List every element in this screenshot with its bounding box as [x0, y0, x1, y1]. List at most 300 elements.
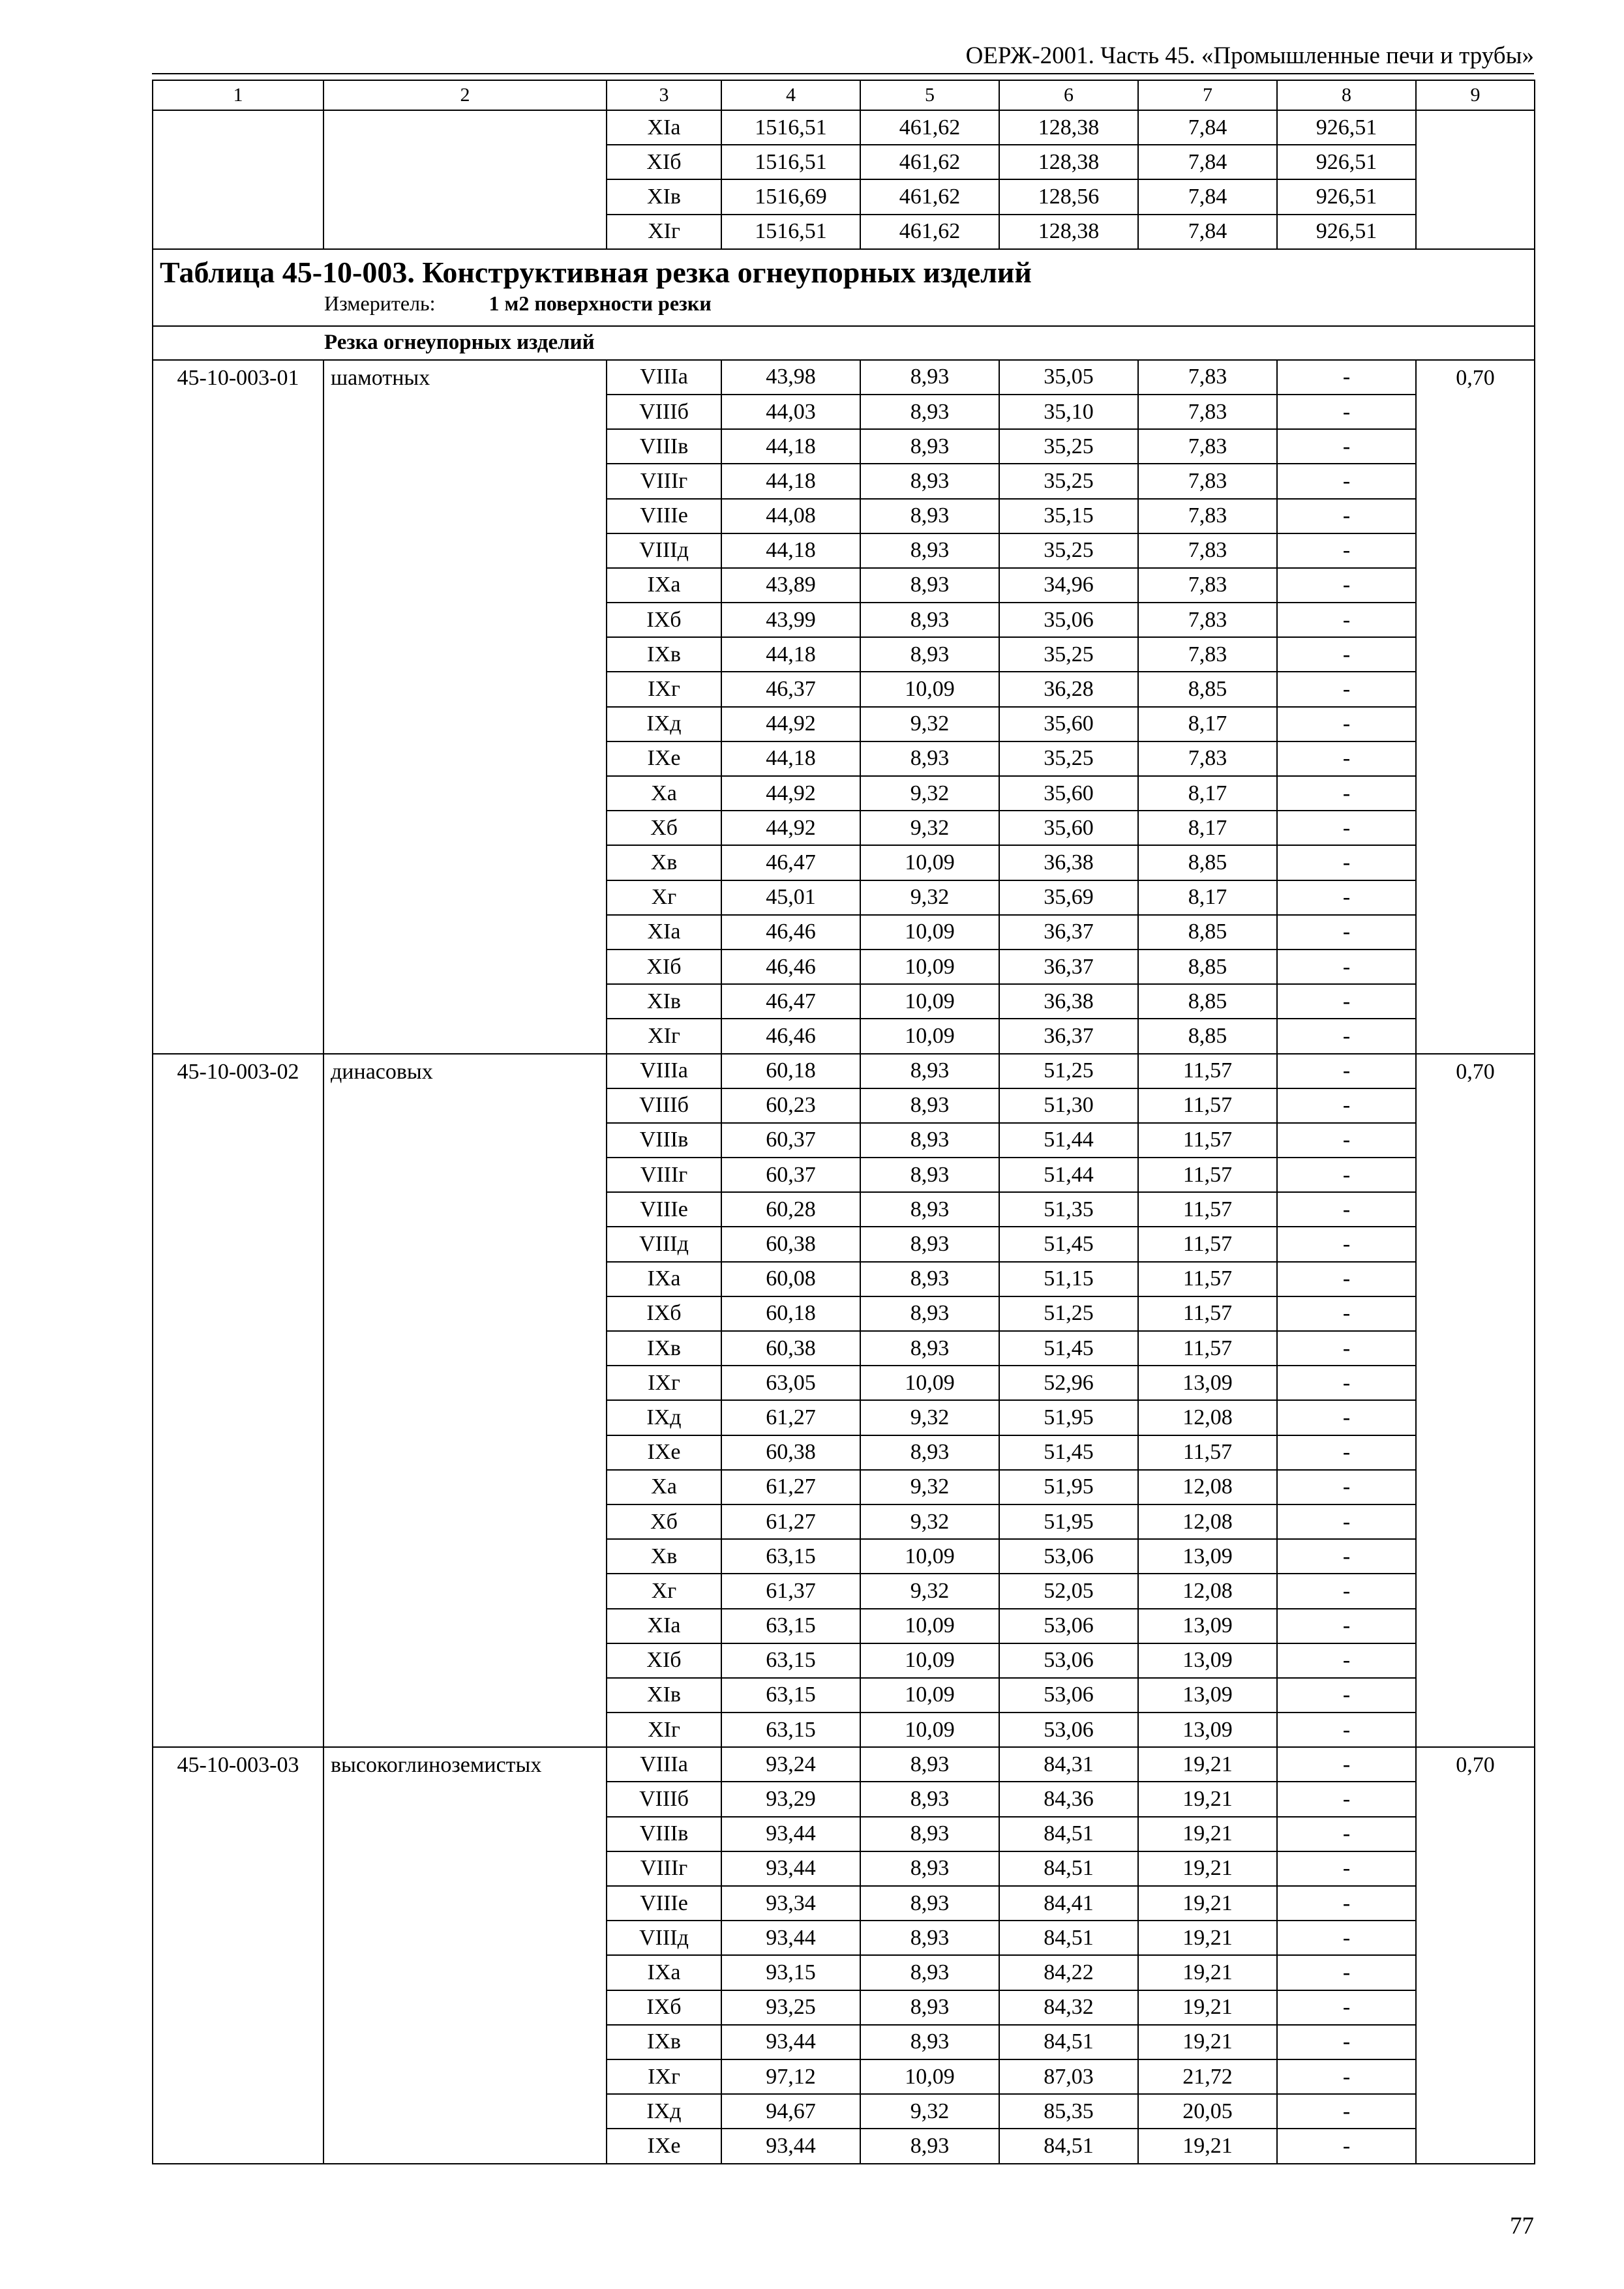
section-row [153, 326, 1535, 360]
value-cell: 8,93 [860, 464, 999, 498]
value-cell: 8,17 [1138, 811, 1277, 845]
value-cell: - [1277, 1366, 1416, 1400]
value-cell: - [1277, 1990, 1416, 2025]
column-number: 5 [860, 80, 999, 110]
value-cell: 53,06 [999, 1713, 1138, 1747]
value-cell: 8,93 [860, 1262, 999, 1296]
resource-code-cell: IXа [607, 1955, 721, 1990]
value-cell: 12,08 [1138, 1504, 1277, 1539]
value-cell: - [1277, 915, 1416, 950]
value-cell: 44,92 [721, 811, 860, 845]
value-cell: - [1277, 1504, 1416, 1539]
value-cell: - [1277, 2094, 1416, 2129]
value-cell: 63,15 [721, 1643, 860, 1678]
value-cell: 46,47 [721, 984, 860, 1019]
value-cell: 9,32 [860, 1470, 999, 1504]
value-cell: 43,99 [721, 603, 860, 637]
value-cell: - [1277, 1921, 1416, 1955]
value-cell: 7,83 [1138, 603, 1277, 637]
resource-code-cell: VIIIв [607, 429, 721, 464]
value-cell: 10,09 [860, 1539, 999, 1574]
resource-code-cell: VIIIв [607, 1817, 721, 1851]
value-cell: 13,09 [1138, 1366, 1277, 1400]
value-cell: 93,44 [721, 1851, 860, 1886]
rate-code: 45-10-003-03 [153, 1747, 323, 2163]
value-cell: 60,18 [721, 1054, 860, 1088]
value-cell: 8,93 [860, 1192, 999, 1227]
value-cell: 8,93 [860, 1955, 999, 1990]
value-cell: 13,09 [1138, 1678, 1277, 1713]
value-cell: - [1277, 1019, 1416, 1053]
value-cell: 51,35 [999, 1192, 1138, 1227]
resource-code-cell: VIIIб [607, 395, 721, 429]
value-cell: 7,83 [1138, 499, 1277, 533]
value-cell: 9,32 [860, 811, 999, 845]
value-cell: 44,18 [721, 741, 860, 776]
value-cell: 926,51 [1277, 110, 1416, 145]
value-cell: 97,12 [721, 2059, 860, 2094]
value-cell: 9,32 [860, 2094, 999, 2129]
value-cell: 1516,69 [721, 179, 860, 214]
value-cell: 8,85 [1138, 845, 1277, 880]
value-cell: 51,95 [999, 1504, 1138, 1539]
value-cell: - [1277, 1123, 1416, 1158]
value-cell: 35,69 [999, 880, 1138, 915]
value-cell: 61,27 [721, 1504, 860, 1539]
value-cell: 8,93 [860, 1921, 999, 1955]
value-cell: - [1277, 1296, 1416, 1331]
value-cell: 52,05 [999, 1574, 1138, 1608]
value-cell: 1516,51 [721, 215, 860, 249]
value-cell: 60,38 [721, 1331, 860, 1366]
value-cell: - [1277, 1470, 1416, 1504]
code-cell [153, 110, 323, 249]
value-cell: 84,51 [999, 1851, 1138, 1886]
value-cell: - [1277, 1158, 1416, 1192]
value-cell: 11,57 [1138, 1331, 1277, 1366]
value-cell: 8,17 [1138, 707, 1277, 741]
value-cell: 60,28 [721, 1192, 860, 1227]
value-cell: 7,83 [1138, 464, 1277, 498]
value-cell: 8,93 [860, 1227, 999, 1261]
value-cell: 36,28 [999, 672, 1138, 706]
rates-table [152, 80, 1535, 2164]
value-cell: 43,98 [721, 360, 860, 395]
value-cell: 926,51 [1277, 215, 1416, 249]
value-cell: 60,18 [721, 1296, 860, 1331]
value-cell: 8,17 [1138, 880, 1277, 915]
value-cell: 60,38 [721, 1227, 860, 1261]
value-cell: 8,93 [860, 429, 999, 464]
resource-code-cell: VIIIе [607, 1886, 721, 1921]
value-cell: 8,85 [1138, 672, 1277, 706]
resource-code-cell: XIг [607, 215, 721, 249]
resource-code-cell: VIIIг [607, 464, 721, 498]
resource-code-cell: Xб [607, 811, 721, 845]
value-cell: 35,25 [999, 464, 1138, 498]
value-cell: - [1277, 360, 1416, 395]
resource-code-cell: IXа [607, 1262, 721, 1296]
value-cell: 19,21 [1138, 1851, 1277, 1886]
value-cell: 61,27 [721, 1400, 860, 1435]
value-cell: 8,93 [860, 637, 999, 672]
value-cell: 11,57 [1138, 1262, 1277, 1296]
value-cell: 926,51 [1277, 179, 1416, 214]
value-cell: - [1277, 533, 1416, 568]
value-cell: 36,38 [999, 984, 1138, 1019]
value-cell: 12,08 [1138, 1470, 1277, 1504]
resource-code-cell: XIа [607, 915, 721, 950]
value-cell: 36,37 [999, 915, 1138, 950]
value-cell: - [1277, 1955, 1416, 1990]
value-cell: 11,57 [1138, 1192, 1277, 1227]
value-cell: 34,96 [999, 568, 1138, 603]
column-number: 8 [1277, 80, 1416, 110]
value-cell: 8,93 [860, 1054, 999, 1088]
resource-code-cell: XIа [607, 1609, 721, 1643]
value-cell: 51,44 [999, 1123, 1138, 1158]
value-cell: 13,09 [1138, 1539, 1277, 1574]
value-cell: - [1277, 811, 1416, 845]
value-cell: - [1277, 1262, 1416, 1296]
value-cell: 9,32 [860, 707, 999, 741]
rate-code: 45-10-003-01 [153, 360, 323, 1054]
resource-code-cell: XIг [607, 1019, 721, 1053]
value-cell: 93,34 [721, 1886, 860, 1921]
resource-code-cell: VIIIв [607, 1123, 721, 1158]
value-cell: 36,37 [999, 950, 1138, 984]
resource-code-cell: IXд [607, 1400, 721, 1435]
resource-code-cell: IXб [607, 1296, 721, 1331]
value-cell: 8,85 [1138, 915, 1277, 950]
value-cell: - [1277, 1609, 1416, 1643]
resource-code-cell: IXг [607, 672, 721, 706]
value-cell: 36,38 [999, 845, 1138, 880]
value-cell: 19,21 [1138, 1990, 1277, 2025]
resource-code-cell: IXб [607, 603, 721, 637]
value-cell: 44,18 [721, 533, 860, 568]
value-cell: 8,17 [1138, 776, 1277, 811]
value-cell: - [1277, 1400, 1416, 1435]
section-title: Резка огнеупорных изделий [153, 326, 1535, 360]
value-cell: 7,83 [1138, 568, 1277, 603]
column-number: 1 [153, 80, 323, 110]
value-cell: 8,93 [860, 2129, 999, 2163]
value-cell: 8,93 [860, 1782, 999, 1816]
value-cell: 11,57 [1138, 1054, 1277, 1088]
value-cell: 8,93 [860, 1435, 999, 1470]
value-cell: - [1277, 395, 1416, 429]
value-cell: 13,09 [1138, 1643, 1277, 1678]
rate-coefficient: 0,70 [1416, 1747, 1535, 2163]
table-row [153, 110, 1535, 145]
value-cell: 10,09 [860, 845, 999, 880]
value-cell: - [1277, 776, 1416, 811]
value-cell: 8,93 [860, 1158, 999, 1192]
resource-code-cell: IXд [607, 2094, 721, 2129]
value-cell: - [1277, 2025, 1416, 2059]
value-cell: 8,93 [860, 533, 999, 568]
value-cell: - [1277, 1227, 1416, 1261]
rate-name: шамотных [323, 360, 607, 1054]
resource-code-cell: XIв [607, 984, 721, 1019]
value-cell: 10,09 [860, 672, 999, 706]
value-cell: 8,93 [860, 1296, 999, 1331]
value-cell: 35,15 [999, 499, 1138, 533]
table-title: Таблица 45-10-003. Конструктивная резка огнеупорных изделий [160, 255, 1032, 289]
value-cell: 128,38 [999, 110, 1138, 145]
value-cell: 35,60 [999, 776, 1138, 811]
value-cell: 1516,51 [721, 145, 860, 179]
value-cell: - [1277, 1088, 1416, 1123]
column-number: 4 [721, 80, 860, 110]
value-cell: - [1277, 1539, 1416, 1574]
value-cell: - [1277, 984, 1416, 1019]
value-cell: 61,27 [721, 1470, 860, 1504]
value-cell: 7,83 [1138, 395, 1277, 429]
value-cell: 63,15 [721, 1678, 860, 1713]
value-cell: - [1277, 568, 1416, 603]
resource-code-cell: VIIIе [607, 499, 721, 533]
value-cell: 8,93 [860, 1123, 999, 1158]
value-cell: 8,93 [860, 2025, 999, 2059]
value-cell: 19,21 [1138, 1886, 1277, 1921]
meter-line [153, 288, 1534, 314]
value-cell: - [1277, 1747, 1416, 1782]
value-cell: 46,47 [721, 845, 860, 880]
value-cell: 51,95 [999, 1470, 1138, 1504]
value-cell: 43,89 [721, 568, 860, 603]
value-cell: - [1277, 1192, 1416, 1227]
value-cell: 35,60 [999, 811, 1138, 845]
value-cell: 9,32 [860, 1504, 999, 1539]
resource-code-cell: Xв [607, 1539, 721, 1574]
value-cell: 51,45 [999, 1435, 1138, 1470]
value-cell: 44,92 [721, 776, 860, 811]
value-cell: 84,22 [999, 1955, 1138, 1990]
resource-code-cell: VIIIа [607, 1747, 721, 1782]
value-cell: - [1277, 1713, 1416, 1747]
value-cell: 44,92 [721, 707, 860, 741]
resource-code-cell: XIб [607, 950, 721, 984]
value-cell: 51,25 [999, 1054, 1138, 1088]
value-cell: 8,93 [860, 1886, 999, 1921]
value-cell: 60,37 [721, 1158, 860, 1192]
value-cell: 8,93 [860, 1331, 999, 1366]
value-cell: 8,93 [860, 499, 999, 533]
value-cell: - [1277, 637, 1416, 672]
value-cell: 60,23 [721, 1088, 860, 1123]
resource-code-cell: Xг [607, 1574, 721, 1608]
value-cell: 7,83 [1138, 429, 1277, 464]
resource-code-cell: IXа [607, 568, 721, 603]
resource-code-cell: IXе [607, 1435, 721, 1470]
value-cell: 9,32 [860, 1574, 999, 1608]
resource-code-cell: VIIIг [607, 1158, 721, 1192]
value-cell: - [1277, 464, 1416, 498]
resource-code-cell: XIв [607, 179, 721, 214]
value-cell: 19,21 [1138, 1921, 1277, 1955]
resource-code-cell: Xв [607, 845, 721, 880]
value-cell: 94,67 [721, 2094, 860, 2129]
resource-code-cell: XIв [607, 1678, 721, 1713]
value-cell: 35,25 [999, 637, 1138, 672]
column-number: 6 [999, 80, 1138, 110]
value-cell: 19,21 [1138, 1782, 1277, 1816]
value-cell: 93,24 [721, 1747, 860, 1782]
value-cell: - [1277, 1643, 1416, 1678]
value-cell: - [1277, 707, 1416, 741]
value-cell: - [1277, 880, 1416, 915]
resource-code-cell: IXд [607, 707, 721, 741]
value-cell: - [1277, 672, 1416, 706]
value-cell: - [1277, 845, 1416, 880]
value-cell: 8,85 [1138, 1019, 1277, 1053]
value-cell: 7,84 [1138, 215, 1277, 249]
resource-code-cell: VIIIа [607, 1054, 721, 1088]
coef-cell [1416, 110, 1535, 249]
name-cell [323, 110, 607, 249]
value-cell: 9,32 [860, 880, 999, 915]
value-cell: 84,31 [999, 1747, 1138, 1782]
value-cell: 11,57 [1138, 1227, 1277, 1261]
resource-code-cell: IXе [607, 741, 721, 776]
value-cell: 10,09 [860, 1609, 999, 1643]
resource-code-cell: Xб [607, 1504, 721, 1539]
value-cell: 84,51 [999, 2129, 1138, 2163]
value-cell: 926,51 [1277, 145, 1416, 179]
value-cell: - [1277, 603, 1416, 637]
value-cell: 53,06 [999, 1539, 1138, 1574]
value-cell: 13,09 [1138, 1713, 1277, 1747]
rate-code: 45-10-003-02 [153, 1054, 323, 1748]
value-cell: 93,44 [721, 2025, 860, 2059]
value-cell: 52,96 [999, 1366, 1138, 1400]
value-cell: 10,09 [860, 1019, 999, 1053]
value-cell: 10,09 [860, 1366, 999, 1400]
value-cell: 10,09 [860, 950, 999, 984]
table-row [153, 1054, 1535, 1088]
resource-code-cell: IXг [607, 1366, 721, 1400]
value-cell: 10,09 [860, 2059, 999, 2094]
column-number: 3 [607, 80, 721, 110]
table-title-cell [153, 249, 1535, 326]
value-cell: - [1277, 1817, 1416, 1851]
resource-code-cell: XIг [607, 1713, 721, 1747]
resource-code-cell: Xг [607, 880, 721, 915]
value-cell: 7,84 [1138, 179, 1277, 214]
value-cell: 8,93 [860, 1851, 999, 1886]
table-row [153, 360, 1535, 395]
value-cell: 13,09 [1138, 1609, 1277, 1643]
value-cell: 11,57 [1138, 1088, 1277, 1123]
value-cell: - [1277, 741, 1416, 776]
header-rule [152, 73, 1534, 74]
rate-coefficient: 0,70 [1416, 360, 1535, 1054]
resource-code-cell: VIIIе [607, 1192, 721, 1227]
value-cell: 8,93 [860, 395, 999, 429]
value-cell: 10,09 [860, 915, 999, 950]
value-cell: 35,25 [999, 533, 1138, 568]
value-cell: 84,51 [999, 2025, 1138, 2059]
value-cell: 51,45 [999, 1331, 1138, 1366]
value-cell: 20,05 [1138, 2094, 1277, 2129]
value-cell: - [1277, 2129, 1416, 2163]
value-cell: 7,83 [1138, 741, 1277, 776]
value-cell: 60,38 [721, 1435, 860, 1470]
value-cell: 9,32 [860, 776, 999, 811]
value-cell: 7,84 [1138, 145, 1277, 179]
value-cell: 84,51 [999, 1921, 1138, 1955]
value-cell: 51,95 [999, 1400, 1138, 1435]
value-cell: - [1277, 499, 1416, 533]
value-cell: - [1277, 950, 1416, 984]
value-cell: 9,32 [860, 1400, 999, 1435]
value-cell: 84,36 [999, 1782, 1138, 1816]
resource-code-cell: VIIIд [607, 1921, 721, 1955]
value-cell: 1516,51 [721, 110, 860, 145]
resource-code-cell: VIIIг [607, 1851, 721, 1886]
value-cell: 12,08 [1138, 1400, 1277, 1435]
value-cell: 60,37 [721, 1123, 860, 1158]
resource-code-cell: XIб [607, 1643, 721, 1678]
value-cell: 8,93 [860, 1817, 999, 1851]
value-cell: 35,60 [999, 707, 1138, 741]
value-cell: 461,62 [860, 145, 999, 179]
value-cell: 63,05 [721, 1366, 860, 1400]
value-cell: 461,62 [860, 179, 999, 214]
value-cell: 44,18 [721, 429, 860, 464]
meter-label: Измеритель: [324, 291, 436, 315]
value-cell: 35,06 [999, 603, 1138, 637]
value-cell: 11,57 [1138, 1123, 1277, 1158]
value-cell: - [1277, 1782, 1416, 1816]
value-cell: 84,51 [999, 1817, 1138, 1851]
value-cell: 10,09 [860, 1713, 999, 1747]
value-cell: - [1277, 1435, 1416, 1470]
value-cell: 93,15 [721, 1955, 860, 1990]
column-number: 2 [323, 80, 607, 110]
table-title-row [153, 249, 1535, 326]
value-cell: - [1277, 2059, 1416, 2094]
value-cell: 46,46 [721, 915, 860, 950]
value-cell: 7,83 [1138, 533, 1277, 568]
value-cell: 7,84 [1138, 110, 1277, 145]
value-cell: 8,93 [860, 1088, 999, 1123]
value-cell: 51,44 [999, 1158, 1138, 1192]
value-cell: 35,10 [999, 395, 1138, 429]
column-number-row [153, 80, 1535, 110]
value-cell: 11,57 [1138, 1296, 1277, 1331]
value-cell: 51,45 [999, 1227, 1138, 1261]
value-cell: 93,25 [721, 1990, 860, 2025]
value-cell: 35,25 [999, 429, 1138, 464]
value-cell: 461,62 [860, 110, 999, 145]
resource-code-cell: IXб [607, 1990, 721, 2025]
value-cell: 51,25 [999, 1296, 1138, 1331]
value-cell: 46,46 [721, 950, 860, 984]
value-cell: 8,93 [860, 741, 999, 776]
value-cell: - [1277, 1054, 1416, 1088]
value-cell: 44,03 [721, 395, 860, 429]
value-cell: 12,08 [1138, 1574, 1277, 1608]
value-cell: 63,15 [721, 1539, 860, 1574]
value-cell: - [1277, 1331, 1416, 1366]
value-cell: 44,08 [721, 499, 860, 533]
value-cell: 19,21 [1138, 2025, 1277, 2059]
resource-code-cell: IXв [607, 1331, 721, 1366]
value-cell: 93,44 [721, 2129, 860, 2163]
